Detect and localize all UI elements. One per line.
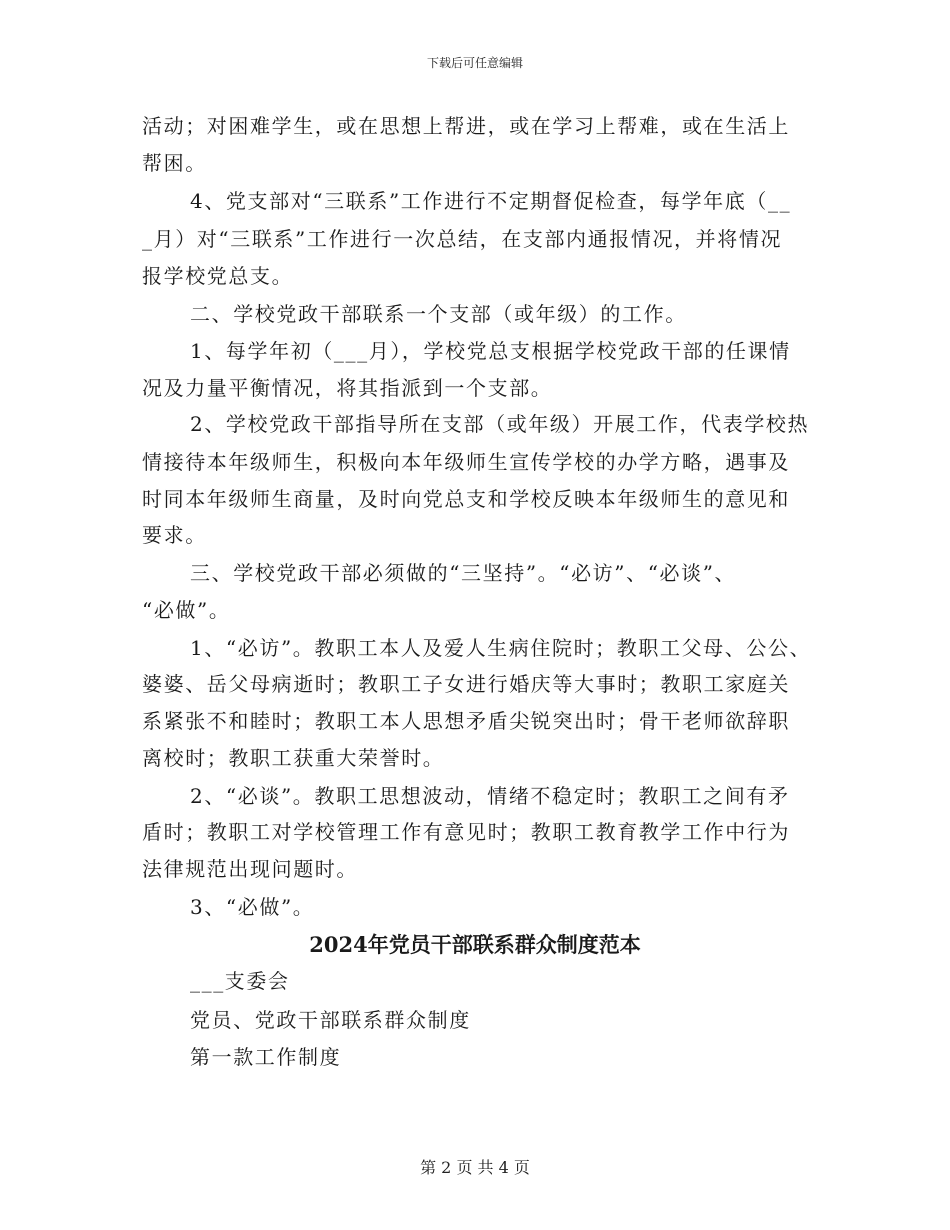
paragraph-line: 时同本年级师生商量，及时向党总支和学校反映本年级师生的意见和 [142, 487, 790, 511]
paragraph-line: 婆婆、岳父母病逝时；教职工子女进行婚庆等大事时；教职工家庭关 [142, 672, 790, 696]
paragraph-line: 3、“必做”。 [190, 895, 315, 919]
paragraph-line: 活动；对困难学生，或在思想上帮进，或在学习上帮难，或在生活上 [142, 114, 790, 138]
paragraph-line: 离校时；教职工获重大荣誉时。 [142, 746, 445, 770]
section-heading: 三、学校党政干部必须做的“三坚持”。“必访”、“必谈”、 [190, 561, 737, 585]
paragraph-line: 党员、党政干部联系群众制度 [190, 1008, 471, 1032]
paragraph-line: 情接待本年级师生，积极向本年级师生宣传学校的办学方略，遇事及 [142, 450, 790, 474]
paragraph-line: 2、学校党政干部指导所在支部（或年级）开展工作，代表学校热 [190, 412, 810, 436]
paragraph-line: 盾时；教职工对学校管理工作有意见时；教职工教育教学工作中行为 [142, 820, 790, 844]
paragraph-line: ___支委会 [190, 969, 290, 993]
section-heading: 二、学校党政干部联系一个支部（或年级）的工作。 [190, 302, 687, 326]
paragraph-line: 报学校党总支。 [142, 264, 294, 288]
paragraph-line: 第一款工作制度 [190, 1045, 342, 1069]
paragraph-line: 2、“必谈”。教职工思想波动，情绪不稳定时；教职工之间有矛 [190, 784, 790, 808]
paragraph-line: 帮困。 [142, 151, 207, 175]
page-footer: 第 2 页 共 4 页 [420, 1158, 530, 1177]
paragraph-line: 1、“必访”。教职工本人及爱人生病住院时；教职工父母、公公、 [190, 636, 812, 660]
paragraph-line: “必做”。 [142, 598, 231, 622]
paragraph-line: 要求。 [142, 523, 207, 547]
paragraph-line: 系紧张不和睦时；教职工本人思想矛盾尖锐突出时；骨干老师欲辞职 [142, 709, 790, 733]
paragraph-line: 况及力量平衡情况，将其指派到一个支部。 [142, 376, 553, 400]
paragraph-line: _月）对“三联系”工作进行一次总结，在支部内通报情况，并将情况 [142, 227, 783, 251]
paragraph-line: 4、党支部对“三联系”工作进行不定期督促检查，每学年底（__ [190, 189, 792, 213]
page-header: 下载后可任意编辑 [426, 56, 523, 70]
paragraph-line: 1、每学年初（___月），学校党总支根据学校党政干部的任课情 [190, 339, 791, 363]
paragraph-line: 法律规范出现问题时。 [142, 857, 358, 881]
document-title: 2024年党员干部联系群众制度范本 [309, 932, 641, 957]
